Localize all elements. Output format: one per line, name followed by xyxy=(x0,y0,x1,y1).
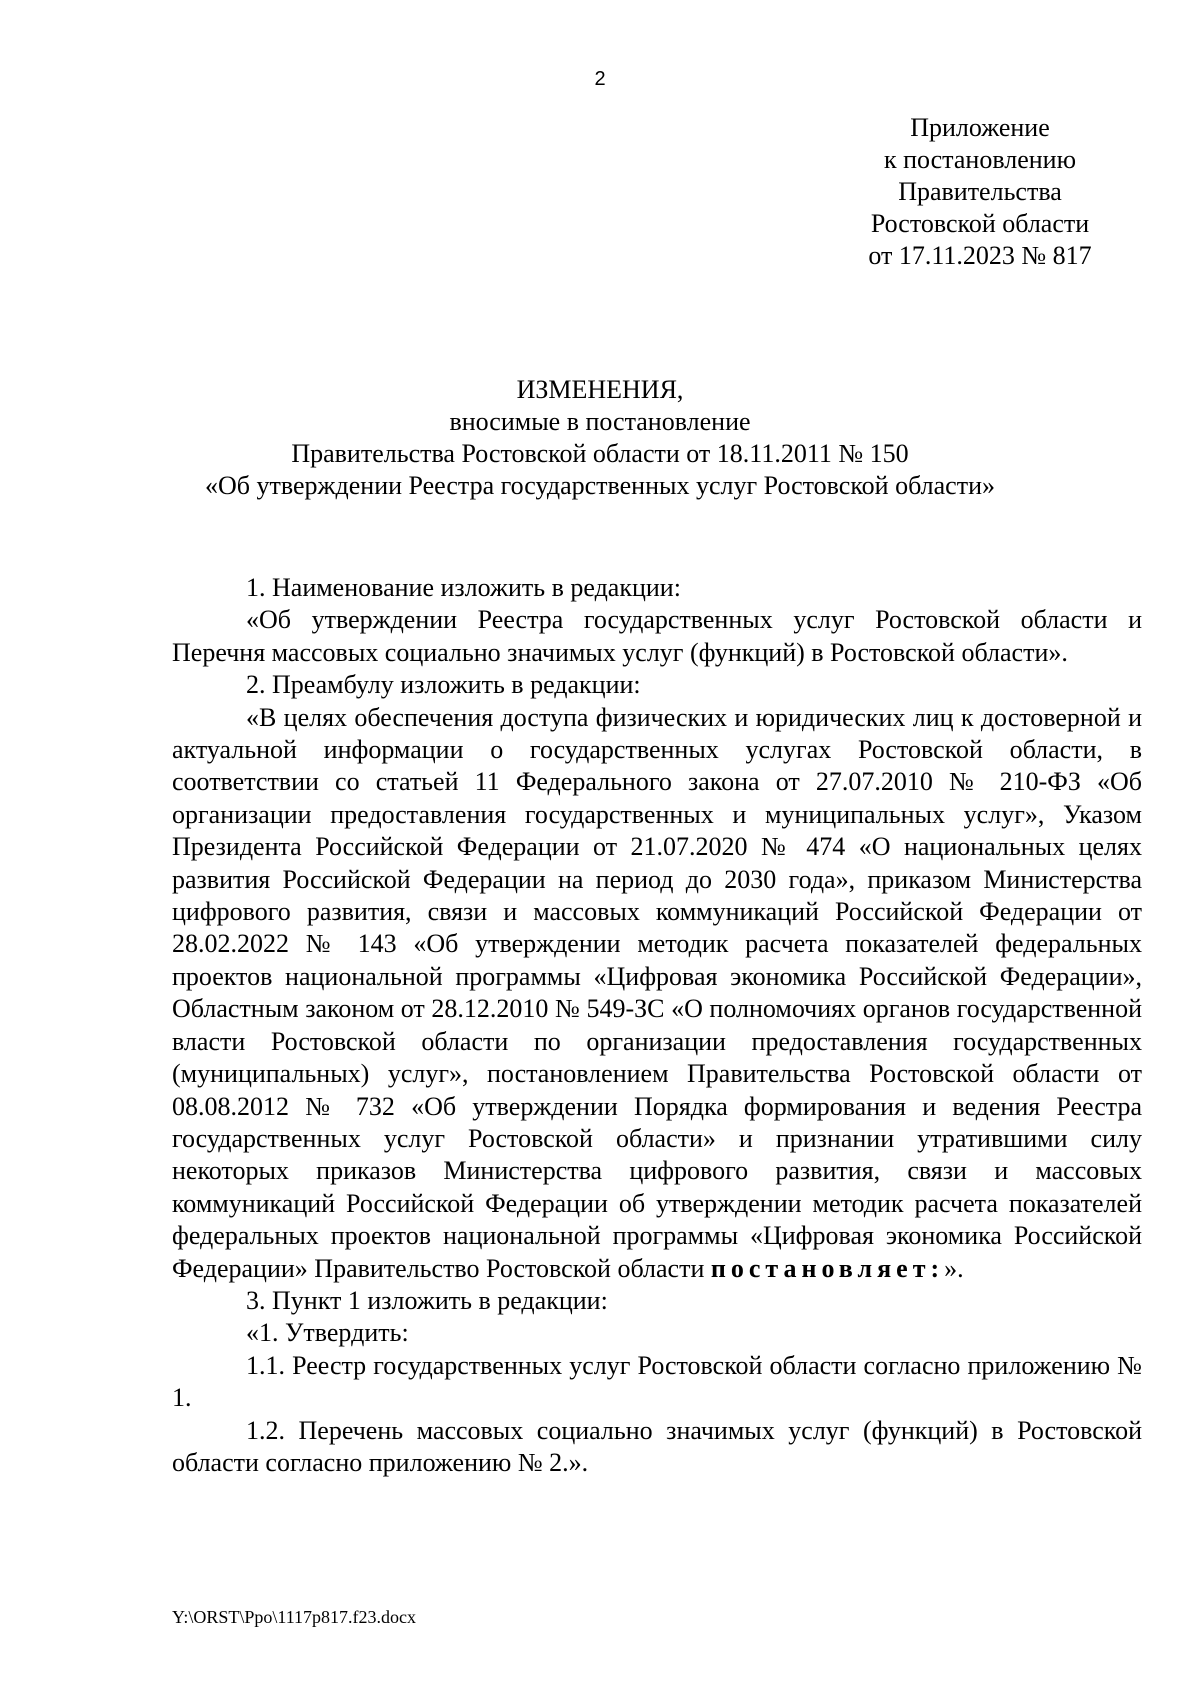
paragraph: 2. Преамбулу изложить в редакции: xyxy=(246,670,641,700)
spaced-bold-word: постановляет: xyxy=(710,1253,945,1283)
page-number: 2 xyxy=(594,68,606,90)
paragraph: 3. Пункт 1 изложить в редакции: xyxy=(246,1285,608,1315)
file-path-footer: Y:\ORST\Ppo\1117p817.f23.docx xyxy=(172,1607,417,1627)
title-line: Правительства Ростовской области от 18.11.2011 № 150 xyxy=(291,439,909,468)
appendix-line: Приложение xyxy=(910,113,1050,142)
appendix-line: от 17.11.2023 № 817 xyxy=(868,241,1092,270)
title-line: «Об утверждении Реестра государственных услуг Ростовской области» xyxy=(205,471,995,500)
paragraph: 1. Наименование изложить в редакции: xyxy=(246,573,681,602)
paragraph: «Об утверждении Реестра государственных услуг Ростовской области и Перечня массовых социально значимых услуг (функций) в Ростовской области». xyxy=(172,605,1142,667)
appendix-line: Ростовской области xyxy=(870,209,1090,238)
preamble-text: «В целях обеспечения доступа физических и юридических лиц к достоверной и актуальной информации о государственных услугах Ростовской области, в соответствии со статьей 11 Федерального закона от 27.07.2010 № 210-ФЗ «Об организации предоставления государственных и муниципальных услуг», Указом Президента Российской Федерации от 21.07.2020 № 474 «О национальных целях развития Российской Федерации на период до 2030 года», приказом Министерства цифрового развития, связи и массовых коммуникаций Российской Федерации от 28.02.2022 № 143 «Об утверждении методик расчета показателей федеральных проектов национальной программы «Цифровая экономика Российской Федерации», Областным законом от 28.12.2010 № 549-ЗС «О полномочиях органов государственной власти Ростовской области по организации предоставления государственных (муниципальных) услуг», постановлением Правительства Ростовской области от 08.08.2012 № 732 «Об утверждении Порядка формирования и ведения Реестра государственных услуг Ростовской области» и признании утратившими силу некоторых приказов Министерства цифрового развития, связи и массовых коммуникаций Российской Федерации об утверждении методик расчета показателей федеральных проектов национальной программы «Цифровая экономика Российской Федерации» Правительство Ростовской области xyxy=(172,702,1142,1283)
appendix-header xyxy=(820,112,1140,272)
document-body xyxy=(172,572,1142,1479)
appendix-line: к постановлению xyxy=(883,145,1077,174)
paragraph: 1.1. Реестр государственных услуг Ростовской области согласно приложению № 1. xyxy=(172,1350,1142,1413)
preamble-end: ». xyxy=(944,1253,964,1283)
paragraph-preamble xyxy=(172,702,1142,1285)
appendix-line: Правительства xyxy=(898,177,1062,206)
paragraph: 1.2. Перечень массовых социально значимых услуг (функций) в Ростовской области согласно приложению № 2.». xyxy=(172,1415,1142,1477)
title-line: ИЗМЕНЕНИЯ, xyxy=(516,375,684,404)
title-line: вносимые в постановление xyxy=(449,407,751,436)
document-title xyxy=(0,374,1200,502)
paragraph: «1. Утвердить: xyxy=(246,1318,409,1348)
